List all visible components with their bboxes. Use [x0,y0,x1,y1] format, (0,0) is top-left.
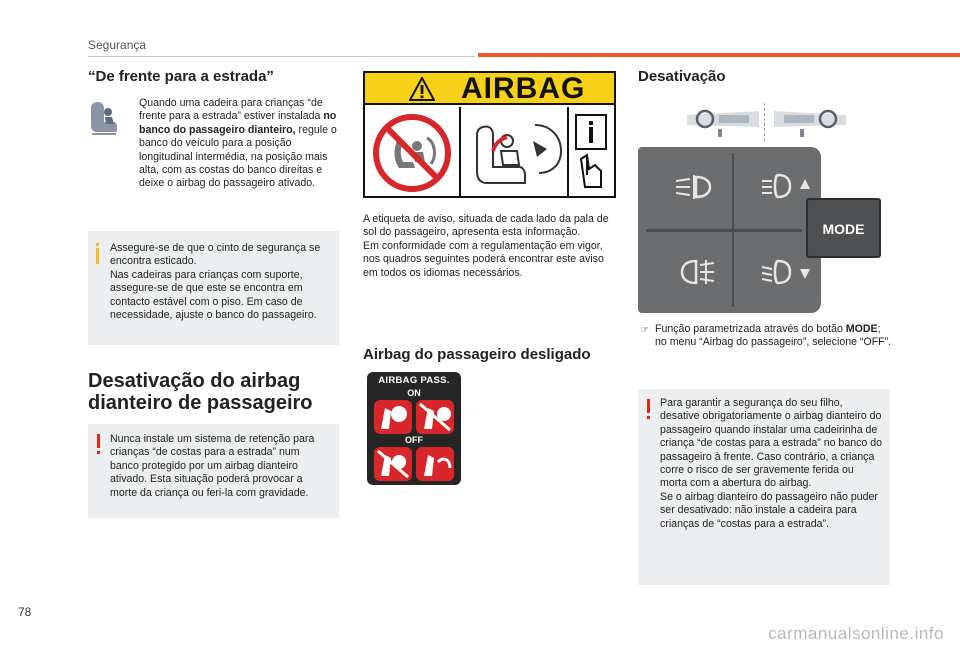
indicator-title: AIRBAG PASS. [378,375,450,386]
headlight-up-icon [760,171,810,201]
intro-bold: no banco do passageiro dianteiro, [139,110,337,136]
airbag-warning-label [363,71,616,198]
section-heading-line1: Desativação do airbag [88,370,301,392]
front-fog-icon [678,257,718,287]
label-word: AIRBAG [461,72,586,105]
panel-divider [646,229,802,232]
label-divider [567,107,569,196]
header-rule [88,56,475,57]
info-text-2: Nas cadeiras para crianças com suporte, assegure-se de que este se encontra em contacto estável com o piso. Em caso de necessidade, ajuste o banco do passageiro. [110,268,317,322]
child-seat-icon [88,100,118,136]
warning-box-2 [638,389,890,585]
label-text-1: A etiqueta de aviso, situada de cada lado da pala de sol do passageiro, apresenta esta informação. [363,213,609,239]
label-banner [365,73,614,105]
read-manual-icon [573,113,609,193]
indicator-on: ON [407,388,421,398]
headlight-down-icon [760,257,810,287]
info-box [88,231,339,345]
warning-icon [647,399,650,413]
dashboard-separator [764,103,765,141]
airbag-off-icon [372,446,456,482]
intro-text-2: regule o banco do veículo para a posição longitudinal intermédia, na posição mais alta, com as costas do banco direitas e deixe o airbag do passageiro ativado. [139,123,337,190]
label-divider [459,107,461,196]
warning-triangle-icon [409,77,435,101]
indicator-off: OFF [405,435,423,445]
header-accent-bar [478,53,960,57]
watermark: carmanualsonline.info [768,624,944,643]
mode-instruction-1: Função parametrizada através do botão [655,323,846,335]
section-heading-line2: dianteiro de passageiro [88,392,313,414]
warning-text-3: Se o airbag dianteiro do passageiro não puder ser desativado: não instale a cadeira para crianças de “costas para a estrada”. [660,490,878,530]
mode-instruction-2: ; no menu “Airbag do passageiro”, selecione “OFF”. [655,323,892,349]
bullet-arrow-icon: ☞ [640,325,649,336]
passenger-airbag-off-heading: Airbag do passageiro desligado [363,346,591,363]
mode-button[interactable]: MODE [806,198,881,258]
warning-text-1: Nunca instale um sistema de retenção para crianças “de costas para a estrada” num banco protegido por um airbag dianteiro ativado. Esta situação poderá provocar a morte da criança ou feri-la com gravidade. [110,433,315,499]
page-number: 78 [18,605,32,619]
forward-facing-text [139,97,339,191]
deactivation-heading: Desativação [638,68,726,85]
dashboard-right-icon [770,101,850,141]
dashboard-left-icon [683,101,763,141]
warning-box-1 [88,424,339,518]
control-panel [638,147,821,313]
seat-airbag-icon [463,111,567,195]
panel-divider [732,153,734,307]
intro-text-1: Quando uma cadeira para crianças “de frente para a estrada” estiver instalada [139,97,324,123]
mode-instruction [655,323,895,350]
airbag-on-icon [372,399,456,435]
warning-text-2: Para garantir a segurança do seu filho, desative obrigatoriamente o airbag dianteiro do passageiro quando instalar uma cadeirinha de criança “de costas para a estrada” no banco do passageiro à frente. Caso contrário, a criança corre o risco de ser gravemente ferida ou morta com a abertura do airbag. [660,397,883,490]
warning-icon [97,434,100,448]
mode-instruction-bold: MODE [845,323,878,335]
section-label: Segurança [88,38,147,52]
no-rear-seat-icon [371,112,453,194]
airbag-pass-indicator [367,372,461,485]
forward-facing-heading: “De frente para a estrada” [88,68,274,85]
info-icon [96,248,99,264]
label-text-2: Em conformidade com a regulamentação em vigor, nos quadros seguintes poderá encontrar este aviso em todos os idiomas necessários. [363,239,604,279]
rear-fog-icon [674,173,714,201]
label-description [363,213,621,280]
info-text-1: Assegure-se de que o cinto de segurança se encontra esticado. [110,242,321,268]
